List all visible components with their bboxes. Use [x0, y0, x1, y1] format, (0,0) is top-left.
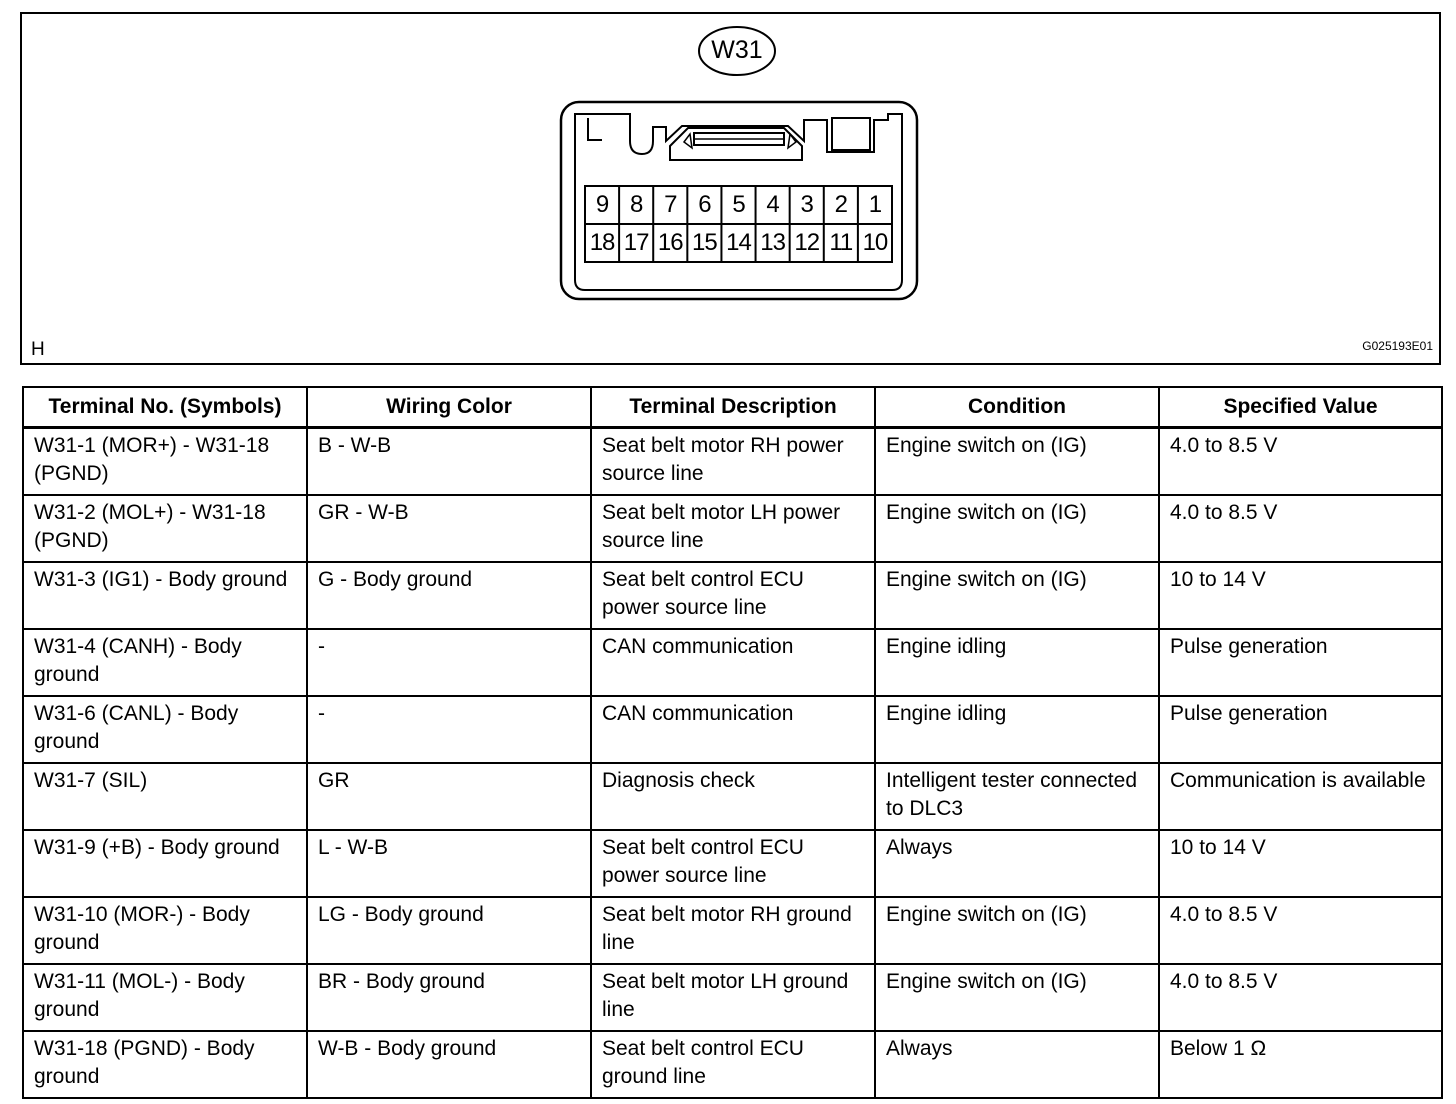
cell-condition: Engine idling — [875, 696, 1159, 763]
cell-condition: Engine switch on (IG) — [875, 964, 1159, 1031]
view-letter: H — [31, 339, 45, 360]
cell-wiring-color: BR - Body ground — [307, 964, 591, 1031]
terminal-pin: 12 — [794, 229, 820, 256]
cell-specified-value: Communication is available — [1159, 763, 1442, 830]
terminal-pin: 11 — [829, 229, 853, 256]
cell-specified-value: 10 to 14 V — [1159, 830, 1442, 897]
cell-terminal-description: Diagnosis check — [591, 763, 875, 830]
cell-specified-value: Pulse generation — [1159, 629, 1442, 696]
terminal-pin: 4 — [766, 191, 779, 218]
table-row — [23, 696, 1442, 763]
table-row — [23, 830, 1442, 897]
table-row — [23, 629, 1442, 696]
header-wiring-color: Wiring Color — [307, 387, 591, 428]
table-row — [23, 428, 1442, 496]
cell-terminal-description: Seat belt control ECU power source line — [591, 562, 875, 629]
cell-terminal-description: CAN communication — [591, 696, 875, 763]
terminal-pin: 17 — [623, 229, 649, 256]
terminal-pin: 6 — [698, 191, 711, 218]
cell-condition: Always — [875, 830, 1159, 897]
cell-terminal-description: Seat belt motor LH power source line — [591, 495, 875, 562]
table-header-row — [23, 387, 1442, 428]
terminal-pin: 13 — [760, 229, 785, 256]
connector-diagram — [20, 12, 1441, 365]
cell-wiring-color: - — [307, 696, 591, 763]
cell-specified-value: Below 1 Ω — [1159, 1031, 1442, 1098]
terminal-pin: 18 — [589, 229, 615, 256]
table-row — [23, 763, 1442, 830]
cell-terminal: W31-11 (MOL-) - Body ground — [23, 964, 307, 1031]
cell-terminal-description: Seat belt control ECU power source line — [591, 830, 875, 897]
cell-terminal-description: Seat belt control ECU ground line — [591, 1031, 875, 1098]
table-row — [23, 1031, 1442, 1098]
header-specified-value: Specified Value — [1159, 387, 1442, 428]
table-row — [23, 562, 1442, 629]
figure-code: G025193E01 — [1362, 339, 1433, 353]
cell-terminal: W31-7 (SIL) — [23, 763, 307, 830]
cell-terminal: W31-1 (MOR+) - W31-18 (PGND) — [23, 428, 307, 496]
cell-specified-value: Pulse generation — [1159, 696, 1442, 763]
cell-specified-value: 4.0 to 8.5 V — [1159, 897, 1442, 964]
terminal-pin: 3 — [800, 191, 813, 218]
table-row — [23, 897, 1442, 964]
cell-wiring-color: W-B - Body ground — [307, 1031, 591, 1098]
header-condition: Condition — [875, 387, 1159, 428]
cell-terminal: W31-3 (IG1) - Body ground — [23, 562, 307, 629]
terminal-pin: 7 — [664, 191, 677, 218]
cell-wiring-color: LG - Body ground — [307, 897, 591, 964]
cell-condition: Always — [875, 1031, 1159, 1098]
cell-condition: Engine switch on (IG) — [875, 562, 1159, 629]
cell-terminal-description: Seat belt motor RH ground line — [591, 897, 875, 964]
cell-terminal-description: Seat belt motor LH ground line — [591, 964, 875, 1031]
terminal-pin: 1 — [868, 191, 882, 218]
cell-specified-value: 4.0 to 8.5 V — [1159, 964, 1442, 1031]
terminal-spec-table — [22, 386, 1443, 1099]
cell-specified-value: 4.0 to 8.5 V — [1159, 428, 1442, 496]
terminal-pin: 5 — [732, 191, 745, 218]
connector-label: W31 — [711, 36, 763, 64]
cell-condition: Engine switch on (IG) — [875, 495, 1159, 562]
header-terminal-description: Terminal Description — [591, 387, 875, 428]
cell-condition: Intelligent tester connected to DLC3 — [875, 763, 1159, 830]
cell-wiring-color: GR - W-B — [307, 495, 591, 562]
cell-terminal: W31-10 (MOR-) - Body ground — [23, 897, 307, 964]
cell-terminal-description: Seat belt motor RH power source line — [591, 428, 875, 496]
cell-wiring-color: GR — [307, 763, 591, 830]
table-row — [23, 495, 1442, 562]
cell-condition: Engine idling — [875, 629, 1159, 696]
cell-terminal: W31-4 (CANH) - Body ground — [23, 629, 307, 696]
terminal-pin: 16 — [657, 229, 683, 256]
cell-wiring-color: G - Body ground — [307, 562, 591, 629]
cell-terminal: W31-9 (+B) - Body ground — [23, 830, 307, 897]
cell-terminal: W31-2 (MOL+) - W31-18 (PGND) — [23, 495, 307, 562]
cell-specified-value: 4.0 to 8.5 V — [1159, 495, 1442, 562]
header-terminal: Terminal No. (Symbols) — [23, 387, 307, 428]
terminal-pin: 15 — [692, 229, 717, 256]
cell-terminal: W31-18 (PGND) - Body ground — [23, 1031, 307, 1098]
terminal-pin: 14 — [726, 229, 751, 256]
cell-wiring-color: B - W-B — [307, 428, 591, 496]
cell-terminal-description: CAN communication — [591, 629, 875, 696]
cell-specified-value: 10 to 14 V — [1159, 562, 1442, 629]
terminal-pin: 9 — [595, 191, 609, 218]
table-row — [23, 964, 1442, 1031]
terminal-pin: 10 — [862, 229, 888, 256]
cell-condition: Engine switch on (IG) — [875, 428, 1159, 496]
cell-wiring-color: L - W-B — [307, 830, 591, 897]
cell-condition: Engine switch on (IG) — [875, 897, 1159, 964]
terminal-pin: 8 — [629, 191, 643, 218]
cell-wiring-color: - — [307, 629, 591, 696]
cell-terminal: W31-6 (CANL) - Body ground — [23, 696, 307, 763]
terminal-pin: 2 — [834, 191, 847, 218]
